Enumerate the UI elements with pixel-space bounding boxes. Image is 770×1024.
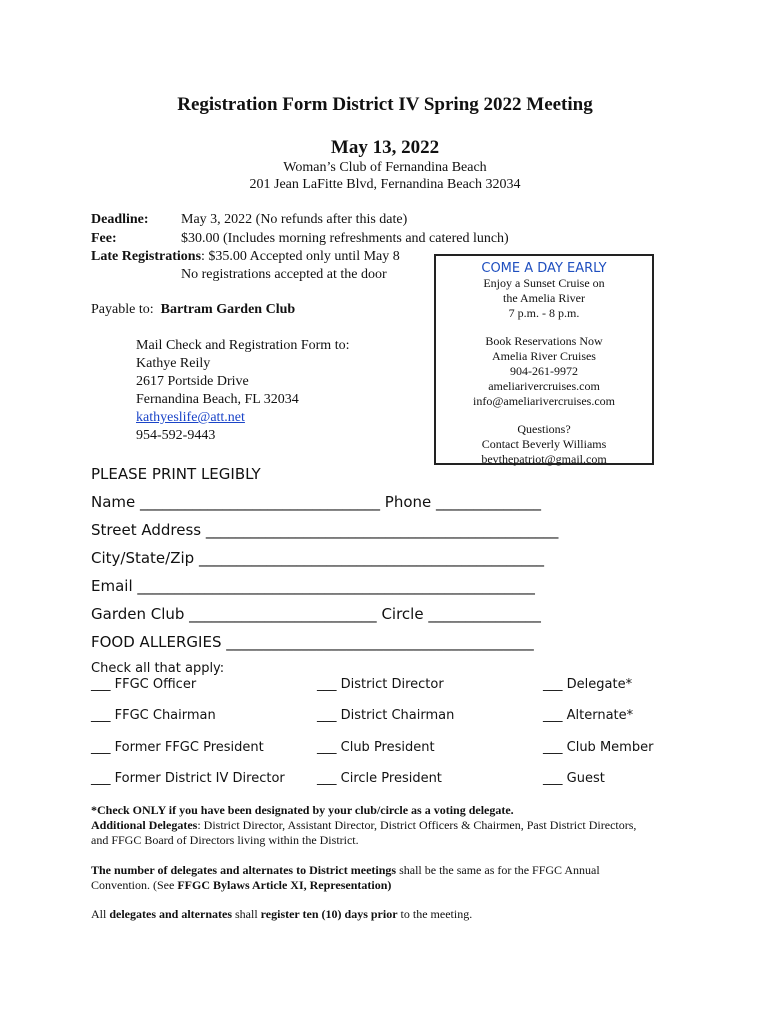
mail-phone: 954-592-9443 xyxy=(136,428,216,443)
check-former-ffgc-president[interactable]: ___ Former FFGC President xyxy=(91,740,264,755)
check-all-heading: Check all that apply: xyxy=(91,661,225,676)
promo-questions: Questions? xyxy=(517,422,571,436)
cruise-promo-box xyxy=(434,254,654,465)
check-district-chairman[interactable]: ___ District Chairman xyxy=(317,708,455,723)
street-address-field[interactable]: Street Address _______________________________________________ xyxy=(91,521,559,539)
mail-street: 2617 Portside Drive xyxy=(136,374,249,389)
check-circle-president[interactable]: ___ Circle President xyxy=(317,771,442,786)
check-guest[interactable]: ___ Guest xyxy=(543,771,605,786)
promo-contact: Contact Beverly Williams xyxy=(481,437,607,451)
check-club-president[interactable]: ___ Club President xyxy=(317,740,435,755)
additional-delegates-note-cont: and FFGC Board of Directors living within the District. xyxy=(91,833,359,847)
register-prior-note: All delegates and alternates shall register ten (10) days prior to the meeting. xyxy=(91,907,473,921)
promo-contact-email: bevthepatriot@gmail.com xyxy=(481,452,607,466)
fee-label: Fee: xyxy=(91,231,117,246)
food-allergies-field[interactable]: FOOD ALLERGIES _________________________________________ xyxy=(91,633,534,651)
check-ffgc-officer[interactable]: ___ FFGC Officer xyxy=(91,677,197,692)
mail-name: Kathye Reily xyxy=(136,356,211,371)
promo-company: Amelia River Cruises xyxy=(492,349,596,363)
venue-name: Woman’s Club of Fernandina Beach xyxy=(283,160,487,175)
promo-line: Book Reservations Now xyxy=(485,334,603,348)
promo-line: the Amelia River xyxy=(503,291,585,305)
mail-city: Fernandina Beach, FL 32034 xyxy=(136,392,299,407)
check-club-member[interactable]: ___ Club Member xyxy=(543,740,654,755)
promo-time: 7 p.m. - 8 p.m. xyxy=(508,306,580,320)
check-district-director[interactable]: ___ District Director xyxy=(317,677,444,692)
check-former-district-director[interactable]: ___ Former District IV Director xyxy=(91,771,285,786)
additional-delegates-note: Additional Delegates: District Director, Assistant Director, District Officers & Chairmen, Past District Directors, xyxy=(91,818,637,832)
check-alternate[interactable]: ___ Alternate* xyxy=(543,708,634,723)
no-door-registrations: No registrations accepted at the door xyxy=(181,267,387,282)
garden-club-circle-field[interactable]: Garden Club _________________________ Circle _______________ xyxy=(91,605,541,623)
payable-to: Payable to: Bartram Garden Club xyxy=(91,302,296,317)
deadline-value: May 3, 2022 (No refunds after this date) xyxy=(181,212,408,227)
promo-line: Enjoy a Sunset Cruise on xyxy=(483,276,605,290)
form-title: Registration Form District IV Spring 2022 Meeting xyxy=(177,94,593,115)
email-field[interactable]: Email _____________________________________________________ xyxy=(91,577,535,595)
name-phone-field[interactable]: Name ________________________________ Phone ______________ xyxy=(91,493,542,511)
promo-website: ameliarivercruises.com xyxy=(488,379,600,393)
meeting-date: May 13, 2022 xyxy=(330,137,440,158)
promo-email: info@ameliarivercruises.com xyxy=(473,394,615,408)
check-ffgc-chairman[interactable]: ___ FFGC Chairman xyxy=(91,708,216,723)
delegate-number-note: The number of delegates and alternates to District meetings shall be the same as for the FFGC Annual xyxy=(91,863,600,877)
mail-email-link[interactable]: kathyeslife@att.net xyxy=(136,410,245,425)
mail-heading: Mail Check and Registration Form to: xyxy=(136,338,350,353)
deadline-label: Deadline: xyxy=(91,212,149,227)
print-legibly-heading: PLEASE PRINT LEGIBLY xyxy=(91,465,261,483)
delegate-note: *Check ONLY if you have been designated by your club/circle as a voting delegate. xyxy=(91,803,514,817)
late-registrations: Late Registrations: $35.00 Accepted only until May 8 xyxy=(91,249,400,264)
check-delegate[interactable]: ___ Delegate* xyxy=(543,677,633,692)
venue-address: 201 Jean LaFitte Blvd, Fernandina Beach 32034 xyxy=(249,177,521,192)
delegate-number-note-cont: Convention. (See FFGC Bylaws Article XI, Representation) xyxy=(91,878,392,892)
fee-value: $30.00 (Includes morning refreshments and catered lunch) xyxy=(181,231,509,246)
promo-phone: 904-261-9972 xyxy=(510,364,578,378)
promo-heading: COME A DAY EARLY xyxy=(481,261,607,276)
city-state-zip-field[interactable]: City/State/Zip ______________________________________________ xyxy=(91,549,544,567)
